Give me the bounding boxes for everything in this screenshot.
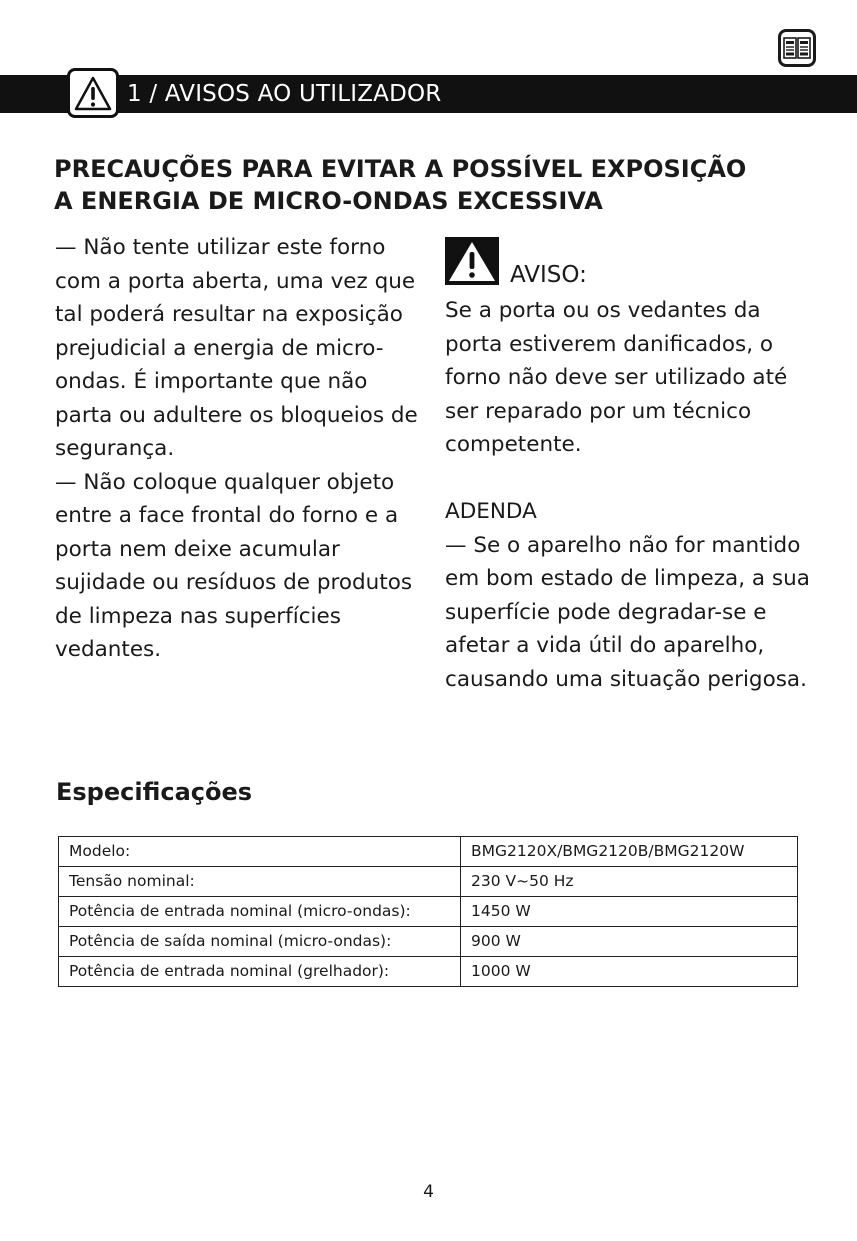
spec-label: Potência de saída nominal (micro-ondas):: [59, 927, 461, 957]
table-row: [59, 837, 798, 867]
spec-value: BMG2120X/BMG2120B/BMG2120W: [461, 837, 798, 867]
spec-value: 1000 W: [461, 957, 798, 987]
spec-label: Potência de entrada nominal (micro-ondas):: [59, 897, 461, 927]
table-row: [59, 897, 798, 927]
aviso-label: AVISO:: [510, 262, 587, 288]
specifications-title: Especificações: [56, 778, 253, 806]
precaution-paragraph-2: — Não coloque qualquer objeto entre a face frontal do forno e a porta nem deixe acumular sujidade ou resíduos de produtos de limpeza nas superfícies vedantes.: [55, 469, 413, 662]
table-row: [59, 867, 798, 897]
table-row: [59, 957, 798, 987]
section-title-line-1: PRECAUÇÕES PARA EVITAR A POSSÍVEL EXPOSIÇÃO: [54, 155, 747, 183]
warning-triangle-icon: [67, 68, 119, 118]
adenda-text: — Se o aparelho não for mantido em bom estado de limpeza, a sua superfície pode degradar-se e afetar a vida útil do aparelho, causando uma situação perigosa.: [445, 532, 810, 692]
precaution-paragraph-1: — Não tente utilizar este forno com a porta aberta, uma vez que tal poderá resultar na exposição prejudicial a energia de micro-ondas. É importante que não parta ou adultere os bloqueios de segurança.: [55, 235, 418, 461]
spec-value: 230 V~50 Hz: [461, 867, 798, 897]
section-title-line-2: A ENERGIA DE MICRO-ONDAS EXCESSIVA: [54, 187, 603, 215]
manual-book-icon: [778, 29, 816, 67]
left-column: [55, 231, 425, 667]
table-row: [59, 927, 798, 957]
spec-label: Modelo:: [59, 837, 461, 867]
section-title: [54, 153, 814, 217]
right-column: [445, 294, 815, 696]
adenda-label: ADENDA: [445, 499, 537, 524]
spec-label: Potência de entrada nominal (grelhador):: [59, 957, 461, 987]
spec-label: Tensão nominal:: [59, 867, 461, 897]
aviso-text: Se a porta ou os vedantes da porta estiverem danificados, o forno não deve ser utilizado até ser reparado por um técnico competente.: [445, 298, 788, 457]
warning-triangle-icon: [445, 237, 499, 285]
header-title: 1 / AVISOS AO UTILIZADOR: [127, 81, 442, 107]
page-number: 4: [423, 1182, 434, 1202]
spec-value: 1450 W: [461, 897, 798, 927]
spec-value: 900 W: [461, 927, 798, 957]
paragraph-gap: [445, 462, 815, 496]
specifications-table: [58, 836, 798, 987]
